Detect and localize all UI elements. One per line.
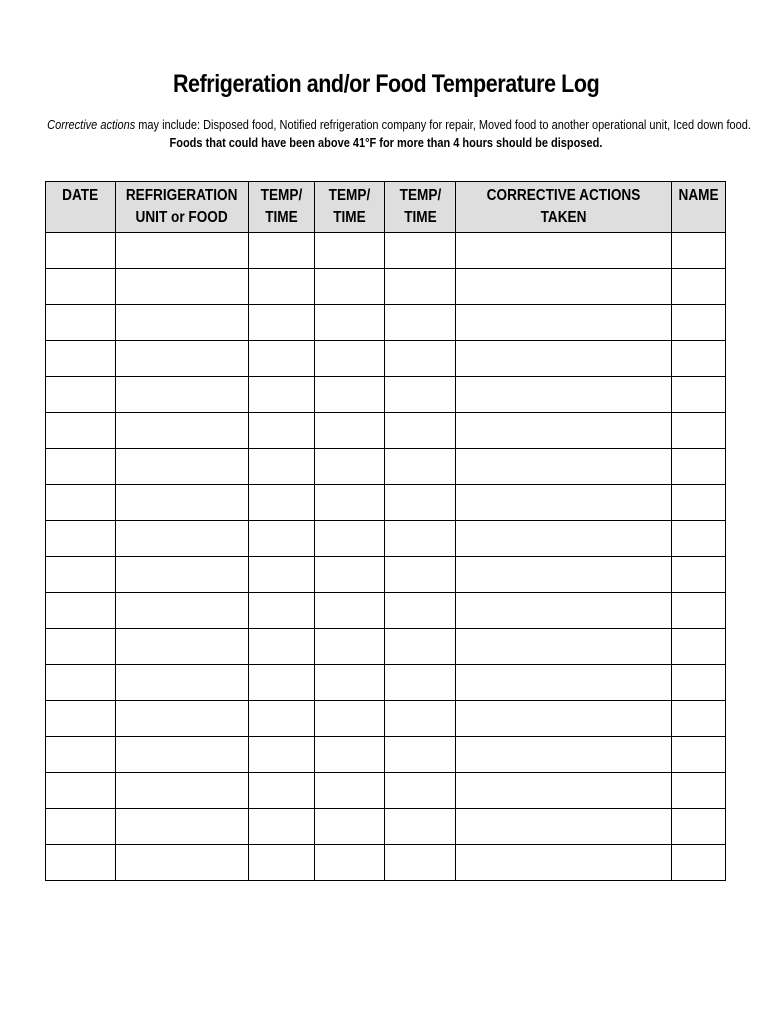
- table-cell[interactable]: [249, 845, 315, 881]
- table-header-row: [46, 182, 726, 233]
- table-cell[interactable]: [116, 809, 249, 845]
- table-cell[interactable]: [249, 233, 315, 269]
- table-cell[interactable]: [46, 629, 116, 665]
- table-cell[interactable]: [116, 773, 249, 809]
- column-header-unit-or-food: REFRIGERATION UNIT or FOOD: [116, 182, 249, 233]
- table-cell[interactable]: [672, 305, 726, 341]
- table-cell[interactable]: [315, 485, 385, 521]
- table-cell[interactable]: [456, 449, 672, 485]
- table-cell[interactable]: [672, 665, 726, 701]
- page-title: Refrigeration and/or Food Temperature Log: [172, 70, 600, 98]
- table-cell[interactable]: [672, 269, 726, 305]
- table-cell[interactable]: [249, 773, 315, 809]
- column-header-temp-time-2: TEMP/ TIME: [315, 182, 385, 233]
- table-cell[interactable]: [315, 593, 385, 629]
- table-cell[interactable]: [249, 269, 315, 305]
- table-cell[interactable]: [46, 269, 116, 305]
- table-cell[interactable]: [672, 629, 726, 665]
- temperature-log-table: [45, 181, 726, 881]
- table-cell[interactable]: [456, 557, 672, 593]
- table-body: [46, 233, 726, 881]
- table-cell[interactable]: [116, 629, 249, 665]
- table-row: [46, 557, 726, 593]
- table-cell[interactable]: [46, 485, 116, 521]
- table-cell[interactable]: [116, 485, 249, 521]
- table-cell[interactable]: [46, 449, 116, 485]
- table-cell[interactable]: [116, 413, 249, 449]
- table-cell[interactable]: [315, 449, 385, 485]
- table-row: [46, 341, 726, 377]
- table-cell[interactable]: [315, 269, 385, 305]
- table-cell[interactable]: [672, 701, 726, 737]
- table-cell[interactable]: [249, 701, 315, 737]
- table-row: [46, 521, 726, 557]
- table-cell[interactable]: [315, 341, 385, 377]
- table-cell[interactable]: [672, 737, 726, 773]
- table-cell[interactable]: [456, 485, 672, 521]
- note-line-1: [47, 116, 751, 134]
- note-line-2: Foods that could have been above 41°F for more than 4 hours should be disposed.: [169, 136, 603, 150]
- table-cell[interactable]: [456, 629, 672, 665]
- table-cell[interactable]: [672, 413, 726, 449]
- table-cell[interactable]: [116, 449, 249, 485]
- table-cell[interactable]: [46, 413, 116, 449]
- table-cell[interactable]: [456, 845, 672, 881]
- table-cell[interactable]: [385, 701, 456, 737]
- table-cell[interactable]: [249, 377, 315, 413]
- table-cell[interactable]: [385, 629, 456, 665]
- table-cell[interactable]: [672, 377, 726, 413]
- table-cell[interactable]: [46, 593, 116, 629]
- table-cell[interactable]: [46, 665, 116, 701]
- table-cell[interactable]: [315, 233, 385, 269]
- table-cell[interactable]: [672, 809, 726, 845]
- column-header-date: DATE: [46, 182, 116, 233]
- table-cell[interactable]: [116, 233, 249, 269]
- table-cell[interactable]: [116, 737, 249, 773]
- table-row: [46, 845, 726, 881]
- table-cell[interactable]: [315, 377, 385, 413]
- table-cell[interactable]: [385, 305, 456, 341]
- table-row: [46, 485, 726, 521]
- table-cell[interactable]: [456, 809, 672, 845]
- table-cell[interactable]: [672, 593, 726, 629]
- table-cell[interactable]: [672, 449, 726, 485]
- table-cell[interactable]: [116, 665, 249, 701]
- table-cell[interactable]: [46, 521, 116, 557]
- table-cell[interactable]: [249, 557, 315, 593]
- column-header-corrective-actions: CORRECTIVE ACTIONS TAKEN: [456, 182, 672, 233]
- table-cell[interactable]: [249, 593, 315, 629]
- table-cell[interactable]: [116, 305, 249, 341]
- table-cell[interactable]: [456, 233, 672, 269]
- table-cell[interactable]: [672, 233, 726, 269]
- table-cell[interactable]: [46, 845, 116, 881]
- table-row: [46, 269, 726, 305]
- table-cell[interactable]: [46, 701, 116, 737]
- table-cell[interactable]: [249, 521, 315, 557]
- table-row: [46, 593, 726, 629]
- table-cell[interactable]: [385, 233, 456, 269]
- table-cell[interactable]: [385, 485, 456, 521]
- table-cell[interactable]: [672, 845, 726, 881]
- table-cell[interactable]: [46, 377, 116, 413]
- table-cell[interactable]: [249, 485, 315, 521]
- table-row: [46, 233, 726, 269]
- table-row: [46, 665, 726, 701]
- table-cell[interactable]: [315, 305, 385, 341]
- table-cell[interactable]: [315, 521, 385, 557]
- table-row: [46, 809, 726, 845]
- table-cell[interactable]: [315, 773, 385, 809]
- table-cell[interactable]: [46, 737, 116, 773]
- table-cell[interactable]: [249, 413, 315, 449]
- table-cell[interactable]: [116, 341, 249, 377]
- table-cell[interactable]: [385, 557, 456, 593]
- table-cell[interactable]: [385, 341, 456, 377]
- table-cell[interactable]: [46, 341, 116, 377]
- table-cell[interactable]: [385, 521, 456, 557]
- table-row: [46, 377, 726, 413]
- table-row: [46, 305, 726, 341]
- table-cell[interactable]: [456, 341, 672, 377]
- table-cell[interactable]: [116, 593, 249, 629]
- table-cell[interactable]: [385, 737, 456, 773]
- table-cell[interactable]: [385, 377, 456, 413]
- column-header-name: NAME: [672, 182, 726, 233]
- table-row: [46, 737, 726, 773]
- table-cell[interactable]: [249, 305, 315, 341]
- table-cell[interactable]: [315, 665, 385, 701]
- table-row: [46, 773, 726, 809]
- table-cell[interactable]: [385, 269, 456, 305]
- table-cell[interactable]: [315, 413, 385, 449]
- table-cell[interactable]: [315, 629, 385, 665]
- table-cell[interactable]: [116, 557, 249, 593]
- table-cell[interactable]: [672, 485, 726, 521]
- table-cell[interactable]: [46, 557, 116, 593]
- table-cell[interactable]: [385, 413, 456, 449]
- table-cell[interactable]: [249, 665, 315, 701]
- table-cell[interactable]: [315, 737, 385, 773]
- column-header-temp-time-3: TEMP/ TIME: [385, 182, 456, 233]
- table-cell[interactable]: [315, 701, 385, 737]
- table-row: [46, 413, 726, 449]
- table-cell[interactable]: [249, 809, 315, 845]
- table-cell[interactable]: [315, 845, 385, 881]
- table-cell[interactable]: [249, 629, 315, 665]
- table-cell[interactable]: [672, 521, 726, 557]
- table-row: [46, 449, 726, 485]
- table-cell[interactable]: [116, 377, 249, 413]
- table-cell[interactable]: [385, 593, 456, 629]
- table-cell[interactable]: [456, 521, 672, 557]
- corrective-actions-note: [0, 116, 770, 152]
- table-cell[interactable]: [315, 809, 385, 845]
- table-cell[interactable]: [116, 701, 249, 737]
- table-cell[interactable]: [456, 737, 672, 773]
- table-cell[interactable]: [456, 701, 672, 737]
- column-header-temp-time-1: TEMP/ TIME: [249, 182, 315, 233]
- table-cell[interactable]: [46, 809, 116, 845]
- table-cell[interactable]: [456, 773, 672, 809]
- table-cell[interactable]: [46, 233, 116, 269]
- table-cell[interactable]: [385, 665, 456, 701]
- table-cell[interactable]: [116, 269, 249, 305]
- table-cell[interactable]: [456, 269, 672, 305]
- table-cell[interactable]: [385, 773, 456, 809]
- table-cell[interactable]: [116, 521, 249, 557]
- table-row: [46, 629, 726, 665]
- table-cell[interactable]: [116, 845, 249, 881]
- table-cell[interactable]: [456, 377, 672, 413]
- note-line-1-text: may include: Disposed food, Notified refrigeration company for repair, Moved food to another operational unit, Iced down food.: [135, 118, 751, 132]
- table-cell[interactable]: [672, 773, 726, 809]
- table-cell[interactable]: [672, 341, 726, 377]
- table-cell[interactable]: [456, 665, 672, 701]
- table-cell[interactable]: [385, 449, 456, 485]
- table-cell[interactable]: [315, 557, 385, 593]
- table-cell[interactable]: [249, 449, 315, 485]
- table-cell[interactable]: [456, 593, 672, 629]
- table-cell[interactable]: [385, 809, 456, 845]
- table-cell[interactable]: [46, 305, 116, 341]
- table-cell[interactable]: [456, 413, 672, 449]
- table-cell[interactable]: [385, 845, 456, 881]
- table-cell[interactable]: [456, 305, 672, 341]
- table-cell[interactable]: [672, 557, 726, 593]
- table-row: [46, 701, 726, 737]
- table-cell[interactable]: [249, 737, 315, 773]
- note-italic-lead: Corrective actions: [47, 118, 136, 132]
- table-cell[interactable]: [46, 773, 116, 809]
- table-cell[interactable]: [249, 341, 315, 377]
